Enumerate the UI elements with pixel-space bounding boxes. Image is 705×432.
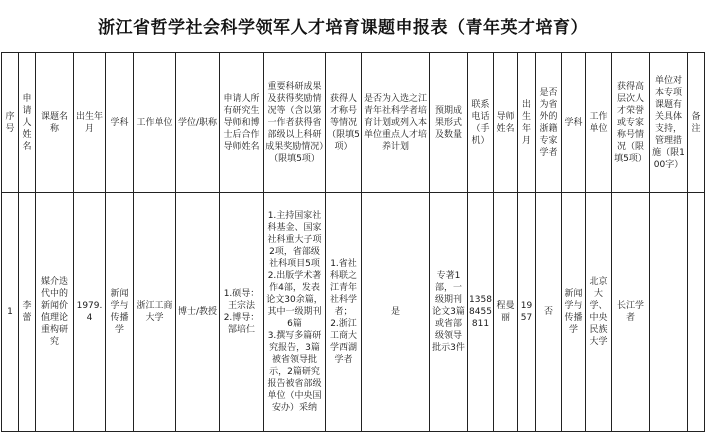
header-workplace: 工作单位 — [134, 53, 176, 193]
header-phone: 联系电话（手机） — [468, 53, 494, 193]
header-mentor-name: 导师姓名 — [494, 53, 518, 193]
header-topic: 课题名称 — [36, 53, 74, 193]
cell-expected-result: 专著1部，一级期刊论文3篇或省部级领导批示3件 — [430, 193, 468, 432]
cell-phone: 13588455811 — [468, 193, 494, 432]
application-table — [1, 52, 705, 432]
cell-mentor-honors: 长江学者 — [612, 193, 650, 432]
header-expected-result: 预期成果形式及数量 — [430, 53, 468, 193]
cell-unit-support — [650, 193, 688, 432]
table-header-row — [2, 53, 705, 193]
cell-applicant: 李蕾 — [19, 193, 36, 432]
header-youth-plan: 是否为入选之江青年社科学者培育计划或列入本单位重点人才培养计划 — [362, 53, 430, 193]
cell-topic: 媒介迭代中的新闻价值理论重构研究 — [36, 193, 74, 432]
header-mentor-birth: 出生年月 — [518, 53, 536, 193]
header-degree-title: 学位/职称 — [176, 53, 220, 193]
header-mentor-discipline: 学科 — [562, 53, 586, 193]
cell-mentor-workplace: 北京大学、中央民族大学 — [586, 193, 612, 432]
header-unit-support: 单位对本专项课题有关具体支持，管理措施（限100字） — [650, 53, 688, 193]
header-talent-honors: 获得人才称号等情况（限填5项） — [326, 53, 362, 193]
header-mentor-workplace: 工作单位 — [586, 53, 612, 193]
cell-birth: 1979.4 — [74, 193, 106, 432]
header-mentor-outside: 是否为省外的浙籍专家学者 — [536, 53, 562, 193]
cell-remark — [688, 193, 705, 432]
cell-workplace: 浙江工商大学 — [134, 193, 176, 432]
header-seq: 序号 — [2, 53, 19, 193]
cell-youth-plan: 是 — [362, 193, 430, 432]
cell-achievements: 1.主持国家社科基金、国家社科重大子项2项，省部级社科项目5项 2.出版学术著作4部，发表论文30余篇，其中一级期刊6篇 3.撰写多篇研究报告，3篇被省领导批示，2篇研究报告被省部级单位（中央国安办）采纳 — [264, 193, 326, 432]
cell-degree-title: 博士/教授 — [176, 193, 220, 432]
header-supervision: 申请人所有研究生导师和博士后合作导师姓名 — [220, 53, 264, 193]
cell-mentor-birth: 1957 — [518, 193, 536, 432]
header-discipline: 学科 — [106, 53, 134, 193]
cell-discipline: 新闻学与传播学 — [106, 193, 134, 432]
cell-seq: 1 — [2, 193, 19, 432]
table-row — [2, 193, 705, 432]
header-remark: 备注 — [688, 53, 705, 193]
header-mentor-honors: 获得高层次人才荣誉或专家称号情况（限填5项） — [612, 53, 650, 193]
header-birth: 出生年月 — [74, 53, 106, 193]
cell-mentor-name: 程曼丽 — [494, 193, 518, 432]
cell-mentor-discipline: 新闻学与传播学 — [562, 193, 586, 432]
header-applicant: 申请人姓名 — [19, 53, 36, 193]
form-title: 浙江省哲学社会科学领军人才培育课题申报表（青年英才培育） — [98, 17, 588, 38]
cell-supervision: 1.硕导：王宗法 2.博导：郜培仁 — [220, 193, 264, 432]
cell-mentor-outside: 否 — [536, 193, 562, 432]
header-achievements: 重要科研成果及获得奖励情况等（含以第一作者获得省部级以上科研成果奖励情况）（限填5项） — [264, 53, 326, 193]
cell-talent-honors: 1.省社科联之江青年社科学者； 2.浙江工商大学西湖学者 — [326, 193, 362, 432]
